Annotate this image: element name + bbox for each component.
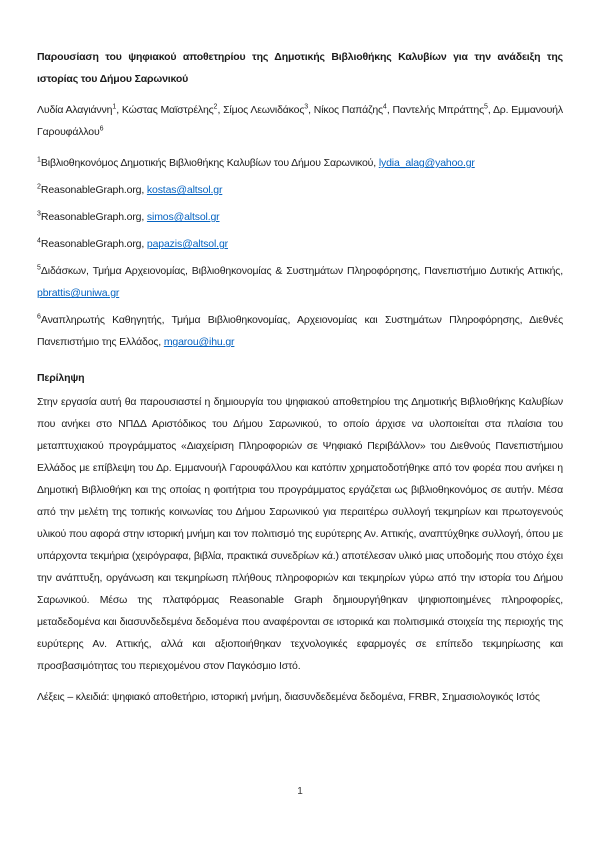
author: [392, 104, 493, 116]
author-name: Λυδία Αλαγιάννη: [37, 104, 113, 116]
email-link[interactable]: kostas@altsol.gr: [146, 184, 223, 196]
affiliation-4: [37, 233, 563, 255]
author-separator: ,: [487, 104, 493, 116]
affiliation-2: [37, 179, 563, 201]
author-separator: ,: [308, 104, 314, 116]
author-separator: ,: [217, 104, 224, 116]
affiliation-text: ReasonableGraph.org,: [40, 211, 147, 223]
author-separator: ,: [386, 104, 393, 116]
abstract-heading: Περίληψη: [37, 372, 85, 384]
affiliation-5: [37, 260, 563, 304]
email-link[interactable]: lydia_alag@yahoo.gr: [378, 157, 475, 169]
author-affiliation-marker: 5: [484, 103, 488, 111]
affiliation-1: [37, 152, 563, 174]
affiliation-text: Αναπληρωτής Καθηγητής, Τμήμα Βιβλιοθηκονομίας, Αρχειονομίας και Συστημάτων Πληροφόρησης, Διεθνές Πανεπιστήμιο της Ελλάδος,: [37, 314, 563, 348]
page-footer: [0, 786, 600, 797]
author-name: Νίκος Παπάζης: [313, 104, 383, 116]
affiliation-text: Διδάσκων, Τμήμα Αρχειονομίας, Βιβλιοθηκονομίας & Συστημάτων Πληροφόρησης, Πανεπιστήμιο Δυτικής Αττικής,: [40, 265, 563, 277]
author-affiliation-marker: 6: [99, 125, 104, 133]
author-name: Σίμος Λεωνιδάκος: [223, 104, 305, 116]
affiliation-marker: 6: [37, 313, 41, 321]
affiliation-text: Βιβλιοθηκονόμος Δημοτικής Βιβλιοθήκης Καλυβίων του Δήμου Σαρωνικού,: [40, 157, 379, 169]
keywords-line: [37, 686, 563, 708]
author: [37, 104, 122, 116]
author-name: Παντελής Μπράττης: [392, 104, 484, 116]
affiliation-marker: 1: [37, 156, 41, 164]
email-link[interactable]: pbrattis@uniwa.gr: [37, 287, 120, 299]
email-link[interactable]: mgarou@ihu.gr: [163, 336, 235, 348]
abstract-text: Στην εργασία αυτή θα παρουσιαστεί η δημιουργία του ψηφιακού αποθετηρίου της Δημοτικής Βιβλιοθήκης Καλυβίων που ανήκει στο ΝΠΔΔ Αριστόδικος του Δήμου Σαρωνικού, το οποίο άρχισε να υλοποιείται στα πλαίσια του μεταπτυχιακού προγράμματος «Διαχείριση Πληροφοριών σε Ψηφιακό Περιβάλλον» του Διεθνούς Πανεπιστήμιου Ελλάδος με επίβλεψη του Δρ. Εμμανουήλ Γαρουφάλλου και κατόπιν χρηματοδοτήθηκε από τον φορέα που ανήκει η Δημοτική Βιβλιοθήκη και της οποίας η φοιτήτρια του προγράμματος εργάζεται ως βιβλιοθηκονόμος σε αυτήν. Μέσα από την μελέτη της τοπικής κοινωνίας του Δήμου Σαρωνικού για περαιτέρω συλλογή τεκμηρίων και πρωτογενούς υλικού που αφορά στην ιστορική μνήμη και τον πολιτισμό της ευρύτερης Αν. Αττικής, αναπτύχθηκε συλλογή, όπου με υπάρχοντα τεκμήρια (χειρόγραφα, βιβλία, πρακτικά συνεδρίων κά.) αποτέλεσαν υλικό μιας υποδομής που στόχο έχει την ανάπτυξη, οργάνωση και τεκμηρίωση πλήθους πληροφοριών και τεκμηρίων γύρω από την ιστορία του Δήμου Σαρωνικού. Μέσω της πλατφόρμας Reasonable Graph δημιουργήθηκαν ψηφιοποιημένες πληροφορίες, μεταδεδομένα και διασυνδεδεμένα δεδομένα που αναφέρονται σε ιστορικά και πολιτισμικά στοιχεία της περιοχής της ευρύτερης Αν. Αττικής, αλλά και αξιοποιήθηκαν τεχνολογικές εφαρμογές σε επίπεδο τεκμηρίωσης και προσβασιμότητας του περιεχομένου στον Παγκόσμιο Ιστό.: [37, 396, 563, 672]
email-link[interactable]: simos@altsol.gr: [146, 211, 220, 223]
author-name: Κώστας Μαϊστρέλης: [121, 104, 214, 116]
author-affiliation-marker: 1: [112, 103, 117, 111]
author-name: Δρ. Εμμανουήλ Γαρουφάλλου: [37, 104, 563, 138]
keywords-text: ψηφιακό αποθετήριο, ιστορική μνήμη, διασυνδεδεμένα δεδομένα, FRBR, Σημασιολογικός Ιστός: [112, 691, 540, 703]
author-separator: ,: [116, 104, 122, 116]
affiliation-marker: 5: [37, 264, 41, 272]
keywords-label: Λέξεις – κλειδιά:: [37, 691, 113, 703]
affiliation-3: [37, 206, 563, 228]
authors-line: [37, 99, 563, 143]
affiliation-marker: 4: [37, 237, 41, 245]
paper-title: Παρουσίαση του ψηφιακού αποθετηρίου της Δημοτικής Βιβλιοθήκης Καλυβίων για την ανάδειξη της ιστορίας του Δήμου Σαρωνικού: [37, 51, 563, 85]
email-link[interactable]: papazis@altsol.gr: [146, 238, 228, 250]
author: [223, 104, 314, 116]
affiliation-6: [37, 309, 563, 353]
page-number: 1: [297, 786, 303, 797]
author-affiliation-marker: 2: [213, 103, 218, 111]
affiliation-text: ReasonableGraph.org,: [40, 184, 147, 196]
author: [314, 104, 393, 116]
affiliation-marker: 2: [37, 183, 41, 191]
author-affiliation-marker: 4: [382, 103, 387, 111]
author: [122, 104, 223, 116]
author-affiliation-marker: 3: [304, 103, 309, 111]
affiliation-text: ReasonableGraph.org,: [40, 238, 147, 250]
affiliation-marker: 3: [37, 210, 41, 218]
